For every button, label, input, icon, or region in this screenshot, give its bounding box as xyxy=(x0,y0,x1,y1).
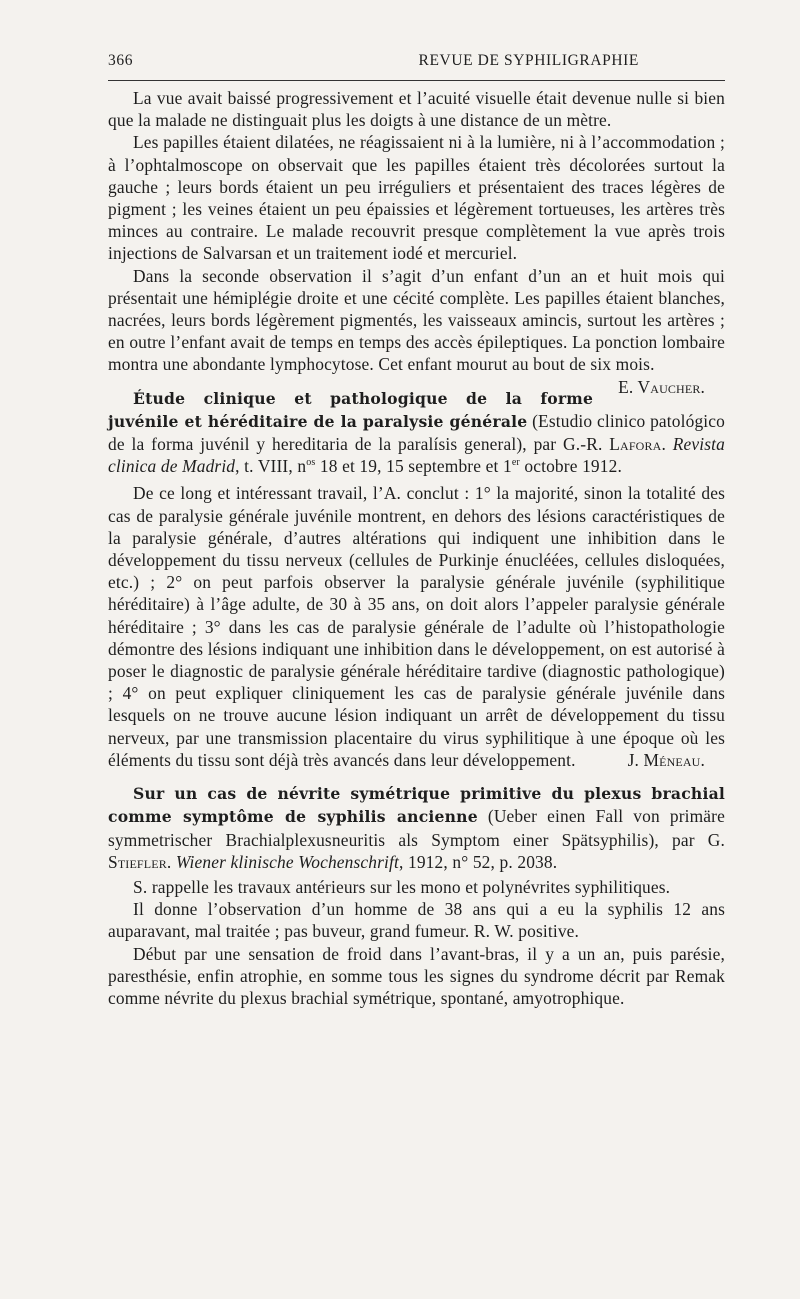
article-title: Étude clinique et pathologique de la forme juvénile et héréditaire de la paralysie générale xyxy=(108,388,594,431)
journal-name: Revista clinica de Madrid xyxy=(108,434,726,477)
paragraph: La vue avait baissé progressivement et l’acuité visuelle était devenue nulle si bien que la malade ne distinguait plus les doigts à une distance de un mètre. xyxy=(108,88,725,131)
superscript: er xyxy=(511,457,520,469)
paragraph-text: De ce long et intéressant travail, l’A. conclut : 1° la majorité, sinon la totalité des cas de paralysie générale juvénile montrent, en dehors des lésions caractéristiques de la paralysie générale, d’autres altérations qui indiquent une inhibition dans le développement du tissu nerveux (cellules de Purkinje énucléées, cellules disloquées, etc.) ; 2° on peut parfois observer la paralysie générale juvénile (syphilitique héréditaire) à l’âge adulte, de 30 à 35 ans, on doit alors l’appeler paralysie générale héréditaire ; 3° dans les cas de paralysie générale de l’adulte où l’histopathologie démontre des lésions indiquant une inhibition dans le développement, on est autorisé à poser le diagnostic de paralysie générale héréditaire tardive (diagnostic pathologique) ; 4° on peut expliquer cliniquement les cas de paralysie générale juvénile dans lesquels on ne trouve aucune lésion indiquant un arrêt de développement du tissu nerveux, par une transmission placentaire du virus syphilitique à une époque où les éléments du tissu sont déjà très avancés dans leur développement. xyxy=(108,483,725,770)
citation-text: , t. VIII, n xyxy=(235,456,307,477)
author-name: Lafora xyxy=(609,434,662,455)
citation-text: (Ueber einen Fall von primäre symmetrischer Brachialplexusneuritis als Symptom einer Spätsyphilis), par G. xyxy=(108,806,725,850)
citation-text: octobre 1912. xyxy=(519,456,622,477)
page xyxy=(108,52,725,1009)
article-heading xyxy=(108,387,725,478)
paragraph-text: Dans la seconde observation il s’agit d’un enfant d’un an et huit mois qui présentait une hémiplégie droite et une cécité complète. Les papilles étaient blanches, nacrées, leurs bords légèrement pigmentés, les vaisseaux amincis, surtout les artères ; en outre l’enfant avait de temps en temps des accès épileptiques. La ponction lombaire montra une abondante lymphocytose. Cet enfant mourut au bout de six mois. xyxy=(108,265,725,375)
article-title: Sur un cas de névrite symétrique primitive du plexus brachial comme symptôme de syphilis ancienne xyxy=(108,784,725,827)
journal-name: Wiener klinische Wochenschrift xyxy=(175,851,399,872)
paragraph xyxy=(108,482,725,771)
paragraph: Début par une sensation de froid dans l’avant-bras, il y a un an, puis parésie, paresthésie, enfin atrophie, en somme tous les signes du syndrome décrit par Remak comme névrite du plexus brachial symétrique, spontané, amyotrophique. xyxy=(108,943,725,1008)
paragraph: Il donne l’observation d’un homme de 38 ans qui a eu la syphilis 12 ans auparavant, mal traitée ; pas buveur, grand fumeur. R. W. positive. xyxy=(108,899,725,942)
journal-title: REVUE DE SYPHILIGRAPHIE xyxy=(418,52,639,69)
citation-text: 18 et 19, 15 septembre et 1 xyxy=(315,456,512,477)
paragraph xyxy=(108,265,725,397)
article-heading xyxy=(108,782,725,873)
signature: J. Méneau. xyxy=(627,749,705,770)
running-head xyxy=(108,52,725,78)
superscript: os xyxy=(306,457,316,469)
citation-text: . xyxy=(661,434,673,455)
header-rule xyxy=(108,80,725,81)
signature: E. Vaucher. xyxy=(618,376,705,397)
page-number: 366 xyxy=(108,52,134,69)
paragraph: Les papilles étaient dilatées, ne réagissaient ni à la lumière, ni à l’accommodation ; à l’ophtalmoscope on observait que les papilles étaient très décolorées surtout la gauche ; leurs bords étaient un peu irréguliers et présentaient des traces légères de pigment ; les veines étaient un peu épaissies et légèrement tortueuses, les artères très minces au contraire. Le malade recouvrit presque complètement la vue après trois injections de Salvarsan et un traitement iodé et mercuriel. xyxy=(108,132,725,264)
author-name: Stiefler xyxy=(108,851,167,872)
citation-text: (Estudio clinico patológico de la forma juvénil y hereditaria de la paralísis general), par G.-R. xyxy=(108,410,725,455)
paragraph: S. rappelle les travaux antérieurs sur les mono et polynévrites syphilitiques. xyxy=(133,876,671,897)
citation-text: . xyxy=(166,851,176,872)
citation-text: , 1912, n° 52, p. 2038. xyxy=(399,851,558,872)
